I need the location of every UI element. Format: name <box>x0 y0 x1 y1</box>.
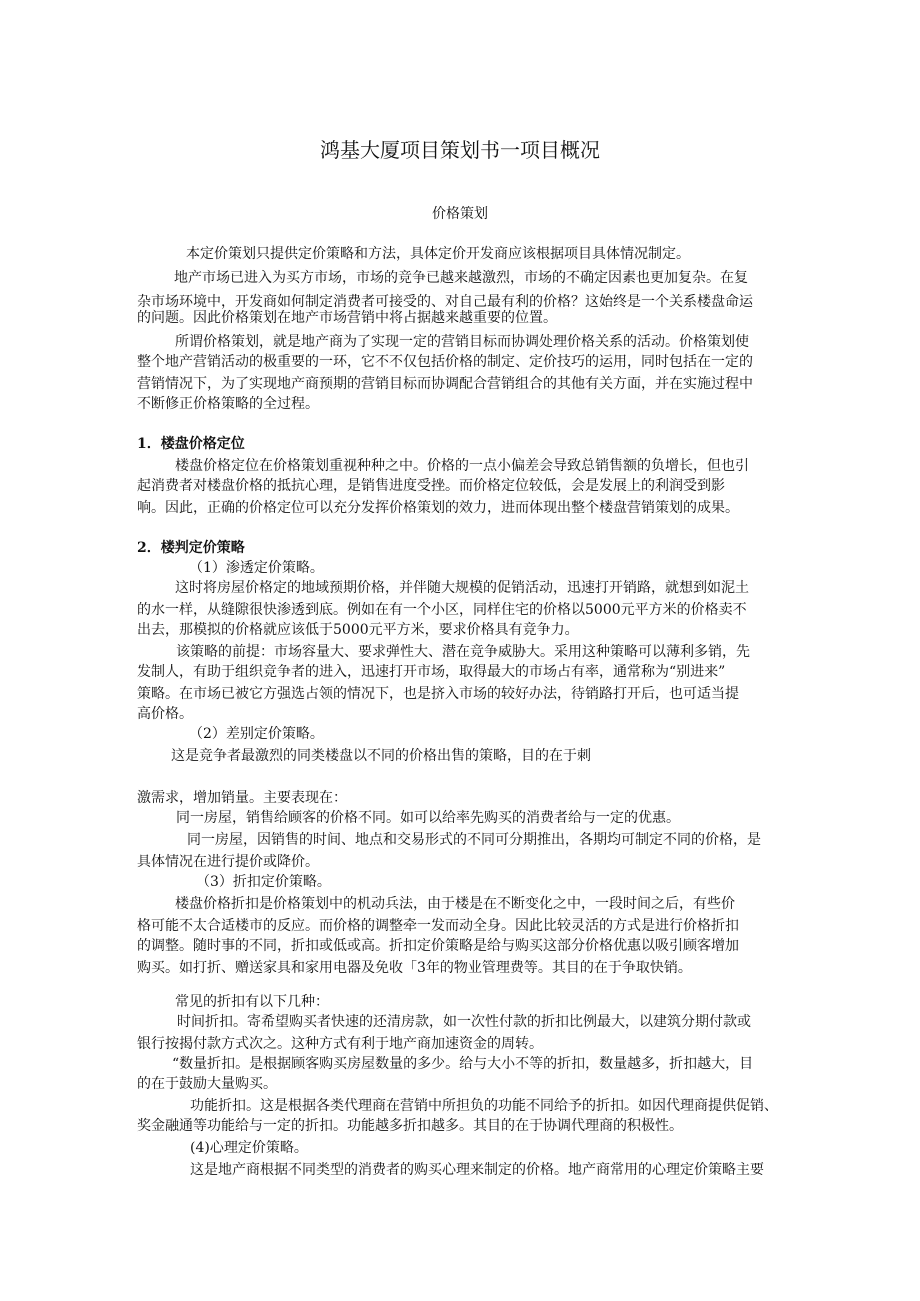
text-line: 同一房屋，因销售的时间、地点和交易形式的不同可分期推出，各期均可制定不同的价格，是 <box>187 832 761 848</box>
text-line: 杂市场环境中，开发商如何制定消费者可接受的、对自己最有利的价格？这始终是一个关系楼盘命运 <box>137 294 753 310</box>
text-line: 的调整。随时事的不同，折扣或低或高。折扣定价策略是给与购买这部分价格优惠以吸引顾客增加 <box>137 938 739 954</box>
text-line: 激需求，增加销量。主要表现在： <box>137 790 347 806</box>
subsection-heading: （1）渗透定价策略。 <box>189 560 324 576</box>
text-line: 不断修正价格策略的全过程。 <box>137 396 319 412</box>
text-line: 具体情况在进行提价或降价。 <box>137 854 319 870</box>
text-line: 功能折扣。这是根据各类代理商在营销中所担负的功能不同给予的折扣。如因代理商提供促销、 <box>190 1098 778 1114</box>
text-line: 同一房屋，销售给顾客的价格不同。如可以给率先购买的消费者给与一定的优惠。 <box>176 810 680 826</box>
text-line: 策略。在市场已被它方强选占领的情况下，也是挤入市场的较好办法，待销路打开后，也可适当提 <box>137 686 739 702</box>
subsection-heading: （3）折扣定价策略。 <box>196 874 331 890</box>
text-line: 楼盘价格定位在价格策划重视种种之中。价格的一点小偏差会导致总销售额的负增长，但也引 <box>175 458 749 474</box>
text-line: 发制人，有助于组织竞争者的进入，迅速打开市场，取得最大的市场占有率，通常称为“别进来” <box>137 664 726 680</box>
subsection-heading: (4)心理定价策略。 <box>190 1140 308 1156</box>
text-line: 整个地产营销活动的极重要的一环，它不不仅包括价格的制定、定价技巧的运用，同时包括在一定的 <box>137 354 753 370</box>
text-line: 的水一样，从缝隙很快渗透到底。例如在有一个小区，同样住宅的价格以5000元平方米的价格卖不 <box>137 602 747 618</box>
text-line: 购买。如打折、赠送家具和家用电器及免收「3年的物业管理费等。其目的在于争取快销。 <box>137 960 692 976</box>
text-line: 所谓价格策划，就是地产商为了实现一定的营销目标而协调处理价格关系的活动。价格策划使 <box>175 334 749 350</box>
subsection-heading: （2）差别定价策略。 <box>189 726 324 742</box>
text-line: 银行按揭付款方式次之。这种方式有利于地产商加速资金的周转。 <box>137 1036 543 1052</box>
text-line: 这是地产商根据不同类型的消费者的购买心理来制定的价格。地产商常用的心理定价策略主要 <box>190 1162 764 1178</box>
text-line: 响。因此，正确的价格定位可以充分发挥价格策划的效力，进而体现出整个楼盘营销策划的成果。 <box>137 500 739 516</box>
text-line: 这是竞争者最激烈的同类楼盘以不同的价格出售的策略，目的在于刺 <box>171 748 591 764</box>
text-line: 该策略的前提：市场容量大、要求弹性大、潜在竞争威胁大。采用这种策略可以薄利多销，先 <box>176 644 750 660</box>
text-line: 营销情况下，为了实现地产商预期的营销目标而协调配合营销组合的其他有关方面，并在实施过程中 <box>137 376 753 392</box>
text-line: 时间折扣。寄希望购买者快速的还清房款，如一次性付款的折扣比例最大，以建筑分期付款或 <box>177 1014 751 1030</box>
text-line: 出去，那模拟的价格就应该低于5000元平方米，要求价格具有竞争力。 <box>137 622 579 638</box>
section-heading: 1．楼盘价格定位 <box>137 436 245 452</box>
text-line: 楼盘价格折扣是价格策划中的机动兵法，由于楼是在不断变化之中，一段时间之后，有些价 <box>175 896 735 912</box>
text-line: 的问题。因此价格策划在地产市场营销中将占据越来越重要的位置。 <box>137 310 557 326</box>
document-title: 鸿基大厦项目策划书一项目概况 <box>320 138 600 162</box>
text-line: 奖金融通等功能给与一定的折扣。功能越多折扣越多。其目的在于协调代理商的积极性。 <box>137 1118 683 1134</box>
text-line: “数量折扣。是根据顾客购买房屋数量的多少。给与大小不等的折扣，数量越多，折扣越大，目 <box>172 1056 754 1072</box>
text-line: 起消费者对楼盘价格的抵抗心理，是销售进度受挫。而价格定位较低，会是发展上的利润受到影 <box>137 478 725 494</box>
text-line: 格可能不太合适楼市的反应。而价格的调整牵一发而动全身。因此比较灵活的方式是进行价格折扣 <box>137 918 739 934</box>
section-subtitle: 价格策划 <box>432 206 488 222</box>
text-line: 地产市场已进入为买方市场，市场的竞争已越来越激烈，市场的不确定因素也更加复杂。在复 <box>174 270 748 286</box>
section-heading: 2．楼判定价策略 <box>137 540 245 556</box>
text-line: 的在于鼓励大量购买。 <box>137 1076 277 1092</box>
text-line: 高价格。 <box>137 706 193 722</box>
text-line: 本定价策划只提供定价策略和方法，具体定价开发商应该根据项目具体情况制定。 <box>186 246 690 262</box>
text-line: 常见的折扣有以下几种： <box>175 994 329 1010</box>
text-line: 这时将房屋价格定的地域预期价格，并伴随大规模的促销活动，迅速打开销路，就想到如泥土 <box>175 580 749 596</box>
